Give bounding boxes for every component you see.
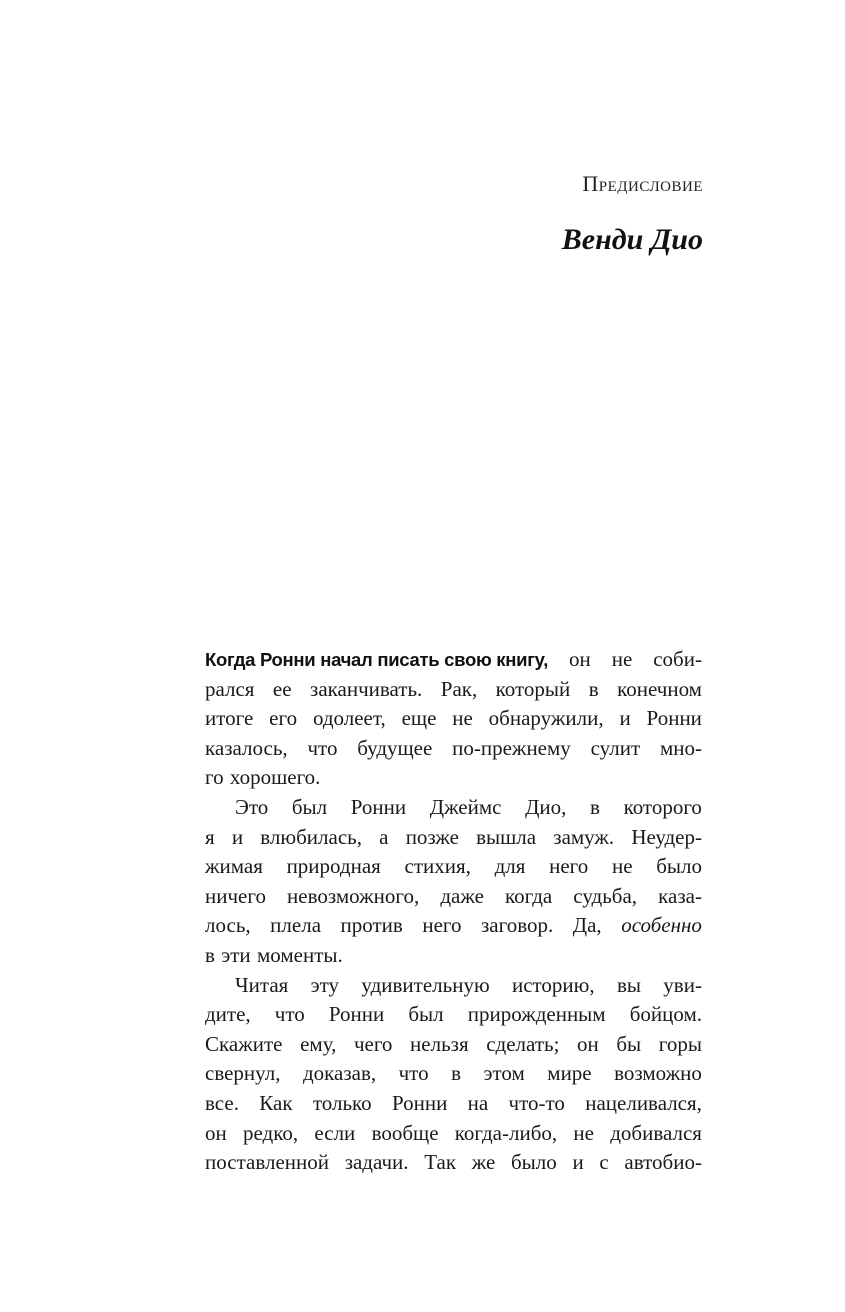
word: я (205, 824, 215, 849)
text-line (205, 675, 702, 705)
word: хорошего. (229, 765, 321, 790)
word: не (611, 854, 633, 879)
word: влюбилась, (260, 824, 362, 849)
word: Ронни (646, 706, 702, 731)
word: Ронни (328, 1002, 385, 1027)
word: горы (658, 1031, 702, 1056)
word: в (451, 1061, 461, 1086)
word: удивительную (361, 972, 490, 997)
word: каза- (658, 883, 702, 908)
word: судьба, (573, 883, 638, 908)
text-line: Когда Ронни начал писать свою книгу, он не соби- (205, 645, 702, 675)
text-line (205, 1119, 702, 1149)
word: что (274, 1002, 305, 1027)
word: только (312, 1090, 372, 1115)
word: ему, (300, 1031, 337, 1056)
word: историю, (511, 972, 595, 997)
word: он (577, 1031, 599, 1056)
text-line (205, 823, 702, 853)
text-line (205, 704, 702, 734)
word: Рак, (440, 676, 478, 701)
word: природная (286, 854, 381, 879)
word: когда-либо, (454, 1120, 558, 1145)
word: свернул, (205, 1061, 281, 1086)
text-line (205, 971, 702, 1001)
word: вышла (476, 824, 537, 849)
word: возможно (614, 1061, 702, 1086)
text-line (205, 793, 702, 823)
word: казалось, (205, 735, 288, 760)
word: эти (221, 942, 251, 967)
word: ее (272, 676, 292, 701)
word: поставленной (205, 1150, 329, 1175)
word: мно- (659, 735, 702, 760)
word: был (408, 1002, 444, 1027)
word: в (588, 676, 599, 701)
body-text (205, 645, 702, 1178)
text-line (205, 1148, 702, 1178)
word: по-прежнему (452, 735, 571, 760)
word: него (549, 854, 589, 879)
word: рался (205, 676, 255, 701)
word: прирожденным (467, 1002, 606, 1027)
word: нацеливался, (585, 1090, 702, 1115)
word: Это (235, 794, 269, 819)
word: невозможного, (287, 883, 420, 908)
word: бы (616, 1031, 642, 1056)
word: было (510, 1150, 557, 1175)
word: Джеймс (429, 794, 502, 819)
word: что-то (508, 1090, 565, 1115)
word: было (656, 854, 702, 879)
word: же (471, 1150, 496, 1175)
emphasis: особенно (621, 913, 702, 938)
word: с (599, 1150, 609, 1175)
text-line (205, 734, 702, 764)
word: уви- (663, 972, 702, 997)
word: моменты. (256, 942, 343, 967)
word: в (590, 794, 600, 819)
word: и (572, 1150, 584, 1175)
word: что (307, 735, 338, 760)
word: Скажите (205, 1031, 283, 1056)
word: го (205, 765, 224, 790)
word: а (379, 824, 389, 849)
text-line (205, 1030, 702, 1060)
word: будущее (357, 735, 433, 760)
word: и (619, 706, 631, 731)
word: итоге (205, 706, 254, 731)
word: этом (483, 1061, 525, 1086)
word: задачи. (344, 1150, 409, 1175)
word: добивался (610, 1120, 702, 1145)
word: жимая (205, 854, 263, 879)
text-line (205, 1059, 702, 1089)
word: и (231, 824, 244, 849)
word: что (398, 1061, 429, 1086)
word: сулит (590, 735, 641, 760)
word: если (314, 1120, 356, 1145)
text-line (205, 882, 702, 912)
word: одолеет, (312, 706, 386, 731)
section-label: Предисловие (582, 171, 703, 196)
word: нельзя (410, 1031, 469, 1056)
word: мире (547, 1061, 592, 1086)
word: доказав, (302, 1061, 377, 1086)
word: чего (353, 1031, 393, 1056)
word: для (494, 854, 526, 879)
word: Дио, (525, 794, 567, 819)
word: бойцом. (629, 1002, 702, 1027)
word: который (495, 676, 571, 701)
word: все. (205, 1090, 239, 1115)
text-line (205, 1000, 702, 1030)
word: которого (623, 794, 702, 819)
lead-in-phrase: Когда Ронни начал писать свою книгу, (205, 649, 549, 670)
word: замуж. (553, 824, 615, 849)
word: эту (310, 972, 340, 997)
text-line: лось, плела против него заговор. Да, особенно (205, 911, 702, 941)
word: дите, (205, 1002, 251, 1027)
word: не (452, 706, 473, 731)
word: его (269, 706, 298, 731)
word: Как (259, 1090, 293, 1115)
chapter-header (562, 168, 703, 258)
word: Так (424, 1150, 457, 1175)
word: стихия, (404, 854, 471, 879)
word: Ронни (350, 794, 407, 819)
word: на (467, 1090, 489, 1115)
word: Неудер- (631, 824, 702, 849)
word: заканчивать. (310, 676, 423, 701)
word: даже (440, 883, 484, 908)
word: не (573, 1120, 594, 1145)
word: конечном (617, 676, 702, 701)
text-line (205, 1089, 702, 1119)
text-line (205, 852, 702, 882)
word: сделать; (486, 1031, 560, 1056)
word: ничего (205, 883, 266, 908)
word: вы (616, 972, 641, 997)
word: в (205, 942, 215, 967)
word: он (205, 1120, 227, 1145)
word: Читая (235, 972, 289, 997)
text-line (205, 941, 702, 971)
word: редко, (243, 1120, 299, 1145)
word: еще (401, 706, 437, 731)
word: вообще (371, 1120, 439, 1145)
word: когда (504, 883, 553, 908)
word: обнаружили, (488, 706, 604, 731)
word: позже (405, 824, 459, 849)
word: Ронни (391, 1090, 448, 1115)
word: автобио- (624, 1150, 702, 1175)
word: был (291, 794, 328, 819)
author-name: Венди Дио (561, 223, 703, 256)
text-line (205, 763, 702, 793)
